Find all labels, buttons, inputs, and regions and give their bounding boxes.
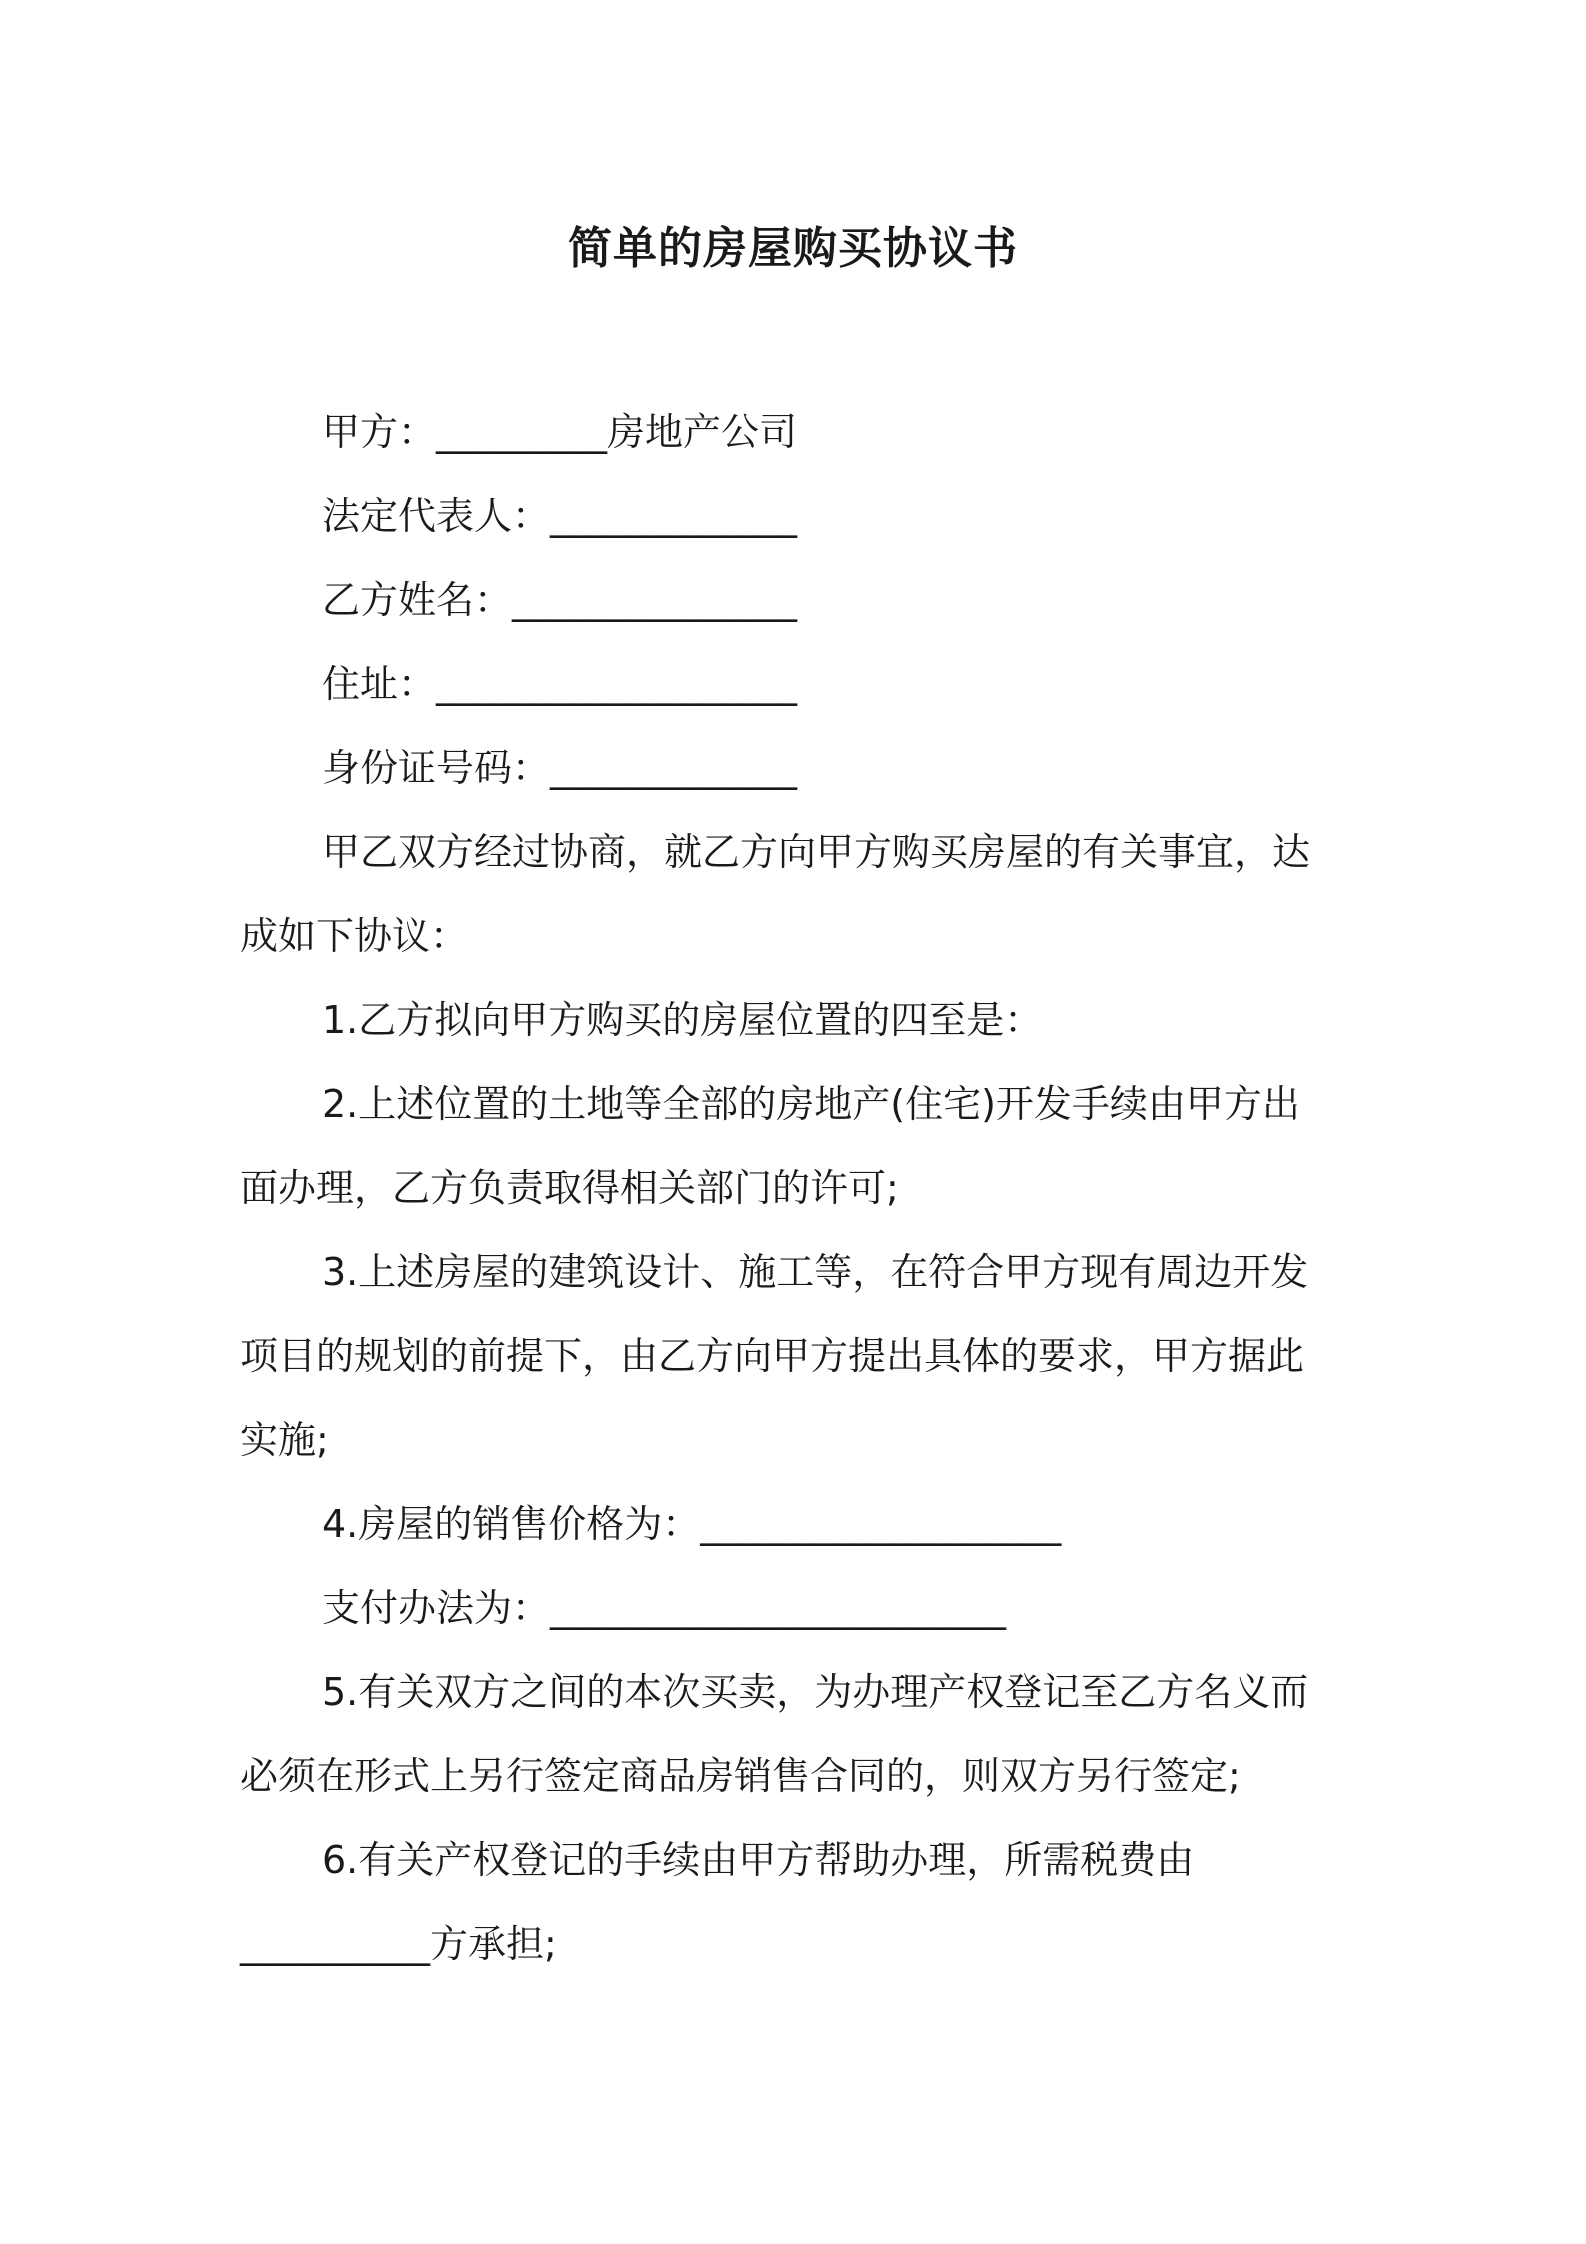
id-number-line: 身份证号码：_____________ [322,746,798,790]
clause-3-line-1: 3.上述房屋的建筑设计、施工等，在符合甲方现有周边开发 [322,1250,1309,1294]
clause-6-line-1: 6.有关产权登记的手续由甲方帮助办理，所需税费由 [322,1838,1195,1882]
clause-5-line-1: 5.有关双方之间的本次买卖，为办理产权登记至乙方名义而 [322,1670,1309,1714]
clause-3-line-3: 实施; [240,1418,329,1462]
clause-3-line-2: 项目的规划的前提下，由乙方向甲方提出具体的要求，甲方据此 [240,1334,1305,1378]
clause-2-line-2: 面办理，乙方负责取得相关部门的许可; [240,1166,899,1210]
clause-4-payment-line: 支付办法为：________________________ [322,1586,1007,1630]
document-title: 简单的房屋购买协议书 [568,223,1018,274]
clause-2-line-1: 2.上述位置的土地等全部的房地产(住宅)开发手续由甲方出 [322,1082,1300,1126]
legal-representative-line: 法定代表人：_____________ [322,494,798,538]
preamble-line-2: 成如下协议： [240,914,469,958]
address-line: 住址：___________________ [322,662,798,706]
clause-6-line-2: __________方承担; [240,1922,557,1966]
clause-4-price-line: 4.房屋的销售价格为：___________________ [322,1502,1062,1546]
clause-5-line-2: 必须在形式上另行签定商品房销售合同的，则双方另行签定; [240,1754,1241,1798]
preamble-line-1: 甲乙双方经过协商，就乙方向甲方购买房屋的有关事宜，达 [322,830,1311,874]
party-a-line: 甲方：_________房地产公司 [322,410,798,454]
party-b-name-line: 乙方姓名：_______________ [322,578,798,622]
clause-1-line: 1.乙方拟向甲方购买的房屋位置的四至是： [322,998,1043,1042]
